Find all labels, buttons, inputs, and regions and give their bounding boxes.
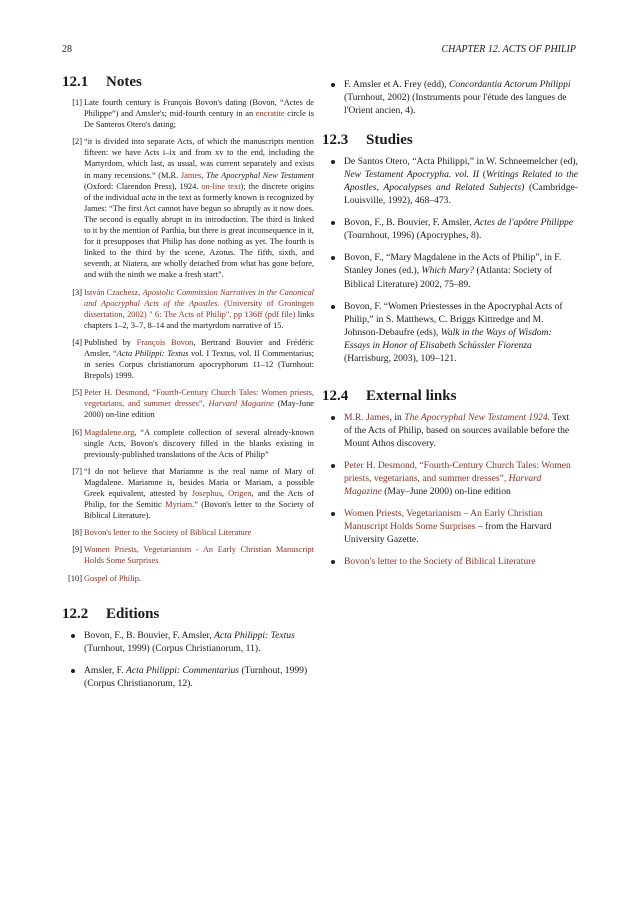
link-harvard-magazine[interactable] <box>209 399 274 408</box>
section-number: 12.4 <box>322 387 349 404</box>
item-text: (Harrisburg, 2003), 109–121. <box>344 352 457 364</box>
item-text: (Tournhout, 1996) (Apocryphes, 8). <box>344 230 482 242</box>
note-text: , Bertrand Bouvier and Frédéric Amsler, “ <box>84 337 314 358</box>
item-title: Acta Philippi: Textus <box>214 629 295 641</box>
notes-list <box>62 97 314 584</box>
note-item <box>62 527 314 538</box>
link-bovon[interactable]: François Bovon <box>136 337 194 347</box>
link-desmond[interactable]: Peter H. Desmond, “Fourth-Century Church Tales: Women priests, vegetarians, and summer dresses”, <box>84 388 314 409</box>
list-item <box>62 664 314 690</box>
page-header <box>62 44 576 58</box>
item-title: Concordantia Actorum Philippi <box>449 79 571 90</box>
note-text: Late fourth century is François Bovon's dating (Bovon, “Actes de Philippe”) and Amsler's; mid-fourth century in an <box>84 98 314 119</box>
note-title: Acta Philippi: Textus <box>116 348 189 358</box>
note-text: . <box>138 573 141 583</box>
spacer <box>322 374 578 388</box>
link-mr-james[interactable]: M.R. James <box>344 411 390 423</box>
item-title: Which Mary? <box>421 265 475 277</box>
note-item <box>62 427 314 460</box>
note-number: [8] <box>72 528 82 538</box>
note-text: .” (Bovon's letter to the Society of Biblical Literature). <box>84 500 314 521</box>
section-title: External links <box>366 387 457 404</box>
section-number: 12.1 <box>62 74 89 90</box>
note-number: [2] <box>72 137 82 147</box>
item-text: (Atlanta: Society of Biblical Literature) 2002, 75–89. <box>344 265 553 290</box>
link-czachesz[interactable]: István Czachesz, <box>84 287 143 297</box>
list-item <box>322 78 578 117</box>
note-number: [9] <box>72 545 82 555</box>
list-item <box>322 411 578 450</box>
section-number: 12.2 <box>62 605 89 622</box>
studies-list <box>322 155 578 365</box>
note-item <box>62 544 314 566</box>
note-text: Published by <box>84 337 137 347</box>
editions-list <box>62 629 314 690</box>
item-text: Bovon, F., “Mary Magdalene in the Acts of Philip”, in F. Stanley Jones (ed.), <box>344 252 562 277</box>
note-text: , <box>221 489 229 498</box>
list-item <box>322 155 578 207</box>
note-number: [10] <box>68 573 82 583</box>
note-title: Apostolic Commission Narratives in the Canonical and Apocryphal Acts of the Apostles. <box>84 287 314 308</box>
note-title: Harvard Magazine <box>208 399 274 409</box>
link-myriam[interactable]: Myriam <box>165 500 193 510</box>
list-item <box>322 216 578 242</box>
note-number: [3] <box>72 287 82 297</box>
note-text: “it is divided into separate Acts, of which the manuscripts mention fifteen: we have Acts i–ix and from xv to the end, including the Martyrdom, which last, as usual, was current separately and exists in many recensions.” (M.R. <box>84 137 314 180</box>
note-item <box>62 136 314 280</box>
item-text: – from the Harvard University Gazette. <box>344 521 552 546</box>
link-desmond-article[interactable]: Peter H. Desmond, “Fourth-Century Church Tales: Women priests, vegetarians, and summer dresses”, <box>344 459 571 484</box>
link-czachesz-pdf[interactable]: (University of Groningen dissertation, 2002) " 6: The Acts of Philip", pp 136ff (pdf file) <box>84 298 314 319</box>
item-text: (Turnhout, 1999) (Corpus Christianorum, 12). <box>84 664 308 689</box>
list-item <box>62 629 314 655</box>
note-number: [4] <box>72 337 82 347</box>
link-women-priests[interactable]: Women Priests, Vegetarianism - An Early Christian Manuscript Holds Some Surprises <box>84 545 314 566</box>
note-item <box>62 97 314 130</box>
link-james[interactable]: James <box>180 170 202 180</box>
list-item <box>322 507 578 546</box>
note-text: , and the Acts of Philip, for the Semitic <box>84 489 314 510</box>
external-links-list <box>322 411 578 568</box>
section-number: 12.3 <box>322 132 349 149</box>
spacer <box>62 590 314 606</box>
item-text: Text of the Acts of Philip, based on sources available before the Mount Athos discovery. <box>344 411 570 449</box>
item-text: Bovon, F., B. Bouvier, F. Amsler, <box>84 629 215 641</box>
link-magdalene-org[interactable]: Magdalene.org <box>84 427 135 437</box>
list-item <box>322 459 578 498</box>
item-title: Actes de l'apôtre Philippe <box>474 217 574 229</box>
section-heading-notes <box>62 74 314 91</box>
link-josephus[interactable]: Josephus <box>191 489 222 498</box>
list-item <box>322 251 578 290</box>
item-text: ( <box>479 169 486 181</box>
note-number: [7] <box>72 466 82 476</box>
note-text: (Oxford: Clarendon Press), 1924. <box>84 181 202 191</box>
note-text: “I do not believe that Mariamne is the real name of Mary of Magdalene. Mariamne is, besides Maria or Mariam, a possible Greek equivalent, attested by <box>84 466 314 498</box>
item-text: (Cambridge-Louisville, 1992), 468–473. <box>344 182 578 207</box>
page-number: 28 <box>62 44 72 55</box>
note-text: , “A complete collection of several already-known single Acts, Bovon's discovery filled in the blanks existing in previously-published translations of the Acts of Philip” <box>84 427 314 459</box>
note-number: [1] <box>72 98 82 107</box>
item-title: Harvard Magazine <box>344 472 542 498</box>
item-text: Bovon, F., B. Bouvier, F. Amsler, <box>344 217 475 229</box>
item-title: Acta Philippi: Commentarius <box>126 664 240 676</box>
editions-list-continued <box>322 78 578 117</box>
note-item <box>62 573 314 584</box>
left-column <box>62 74 314 699</box>
link-online-text[interactable]: on-line text <box>201 181 241 191</box>
item-text: , in <box>389 411 405 423</box>
link-encratite[interactable]: encratite <box>255 109 285 119</box>
note-text: ); the discrete origins of the individual <box>84 181 314 202</box>
list-item <box>322 555 578 568</box>
link-origen[interactable]: Origen <box>228 489 252 498</box>
item-title: New Testament Apocrypha. vol. II <box>344 169 480 181</box>
note-text: links chapters 1–2, 3–7, 8–14 and the martyrdom narrative of 15. <box>84 309 315 330</box>
note-text: vol. I Textus, vol. II Commentarius; in series Corpus christianorum apocryphorum 11–12 (Turnhout: Brepols) 1999. <box>84 348 315 381</box>
note-text: , <box>201 170 207 180</box>
right-column <box>322 74 578 577</box>
note-item <box>62 387 314 420</box>
item-text: Amsler, F. <box>84 664 127 676</box>
note-text: (May-June 2000) on-line edition <box>84 399 314 420</box>
item-text: (May–June 2000) on-line edition <box>381 486 511 498</box>
note-item <box>62 337 314 381</box>
item-title: The Apocryphal New Testament 1924. <box>404 411 551 423</box>
section-title: Editions <box>106 605 160 622</box>
section-title: Studies <box>366 132 413 149</box>
link-gospel-of-philip[interactable]: Gospel of Philip <box>84 573 139 583</box>
running-title: CHAPTER 12. ACTS OF PHILIP <box>441 44 576 55</box>
section-heading-external-links <box>322 388 578 405</box>
item-title: Walk in the Ways of Wisdom: Essays in Honor of Elisabeth Schüssler Fiorenza <box>344 326 552 351</box>
list-item <box>322 300 578 365</box>
note-text: in the text as formerly known is recognized by James: “The first Act cannot have begun so abruptly as it now does. The second is equally abrupt in its introduction. The third is linked to it by the mention of Parthia, but there is great inconsequence in it, for it presupposes that Philip has done nothing as yet. The fourth is linked to the third by the scene, Azotus. The fifth, sixth, and seventh, at Niatera, are wholly detached from what has gone before, and with the ninth we make a fresh start”. <box>84 192 315 280</box>
link-women-priests-gazette[interactable]: Women Priests, Vegetarianism – An Early Christian Manuscript Holds Some Surprises <box>344 508 543 533</box>
note-item <box>62 287 314 331</box>
item-title: Writings Related to the Apostles, Apocalypses and Related Subjects) <box>344 169 579 194</box>
note-item <box>62 466 314 521</box>
note-number: [5] <box>72 388 82 398</box>
section-heading-editions <box>62 606 314 623</box>
link-apocryphal-nt[interactable] <box>404 412 550 423</box>
item-text: De Santos Otero, “Acta Philippi,” in W. Schneemelcher (ed), <box>344 156 578 168</box>
item-text: F. Amsler et A. Frey (edd), <box>344 79 450 90</box>
note-title: The Apocryphal New Testament <box>206 170 314 180</box>
link-bovon-letter[interactable]: Bovon's letter to the Society of Biblical Literature <box>84 528 252 538</box>
item-text: Bovon, F. “Women Priestesses in the Apocryphal Acts of Philip,” in S. Matthews, C. Briggs Kittredge and M. Johnson-Debaufre (eds), <box>344 300 563 338</box>
item-text: (Turnhout, 2002) (Instruments pour l'étude des langues de l'Orient ancien, 4). <box>344 92 567 117</box>
section-heading-studies <box>322 132 578 149</box>
note-term: acta <box>141 192 156 202</box>
link-bovon-letter-sbl[interactable]: Bovon's letter to the Society of Biblical Literature <box>344 556 536 568</box>
item-text: (Turnhout, 1999) (Corpus Christianorum, 11). <box>84 642 261 654</box>
note-number: [6] <box>72 427 82 437</box>
note-text: circle is De Santeros Otero's dating; <box>84 109 314 130</box>
section-title: Notes <box>106 74 142 90</box>
